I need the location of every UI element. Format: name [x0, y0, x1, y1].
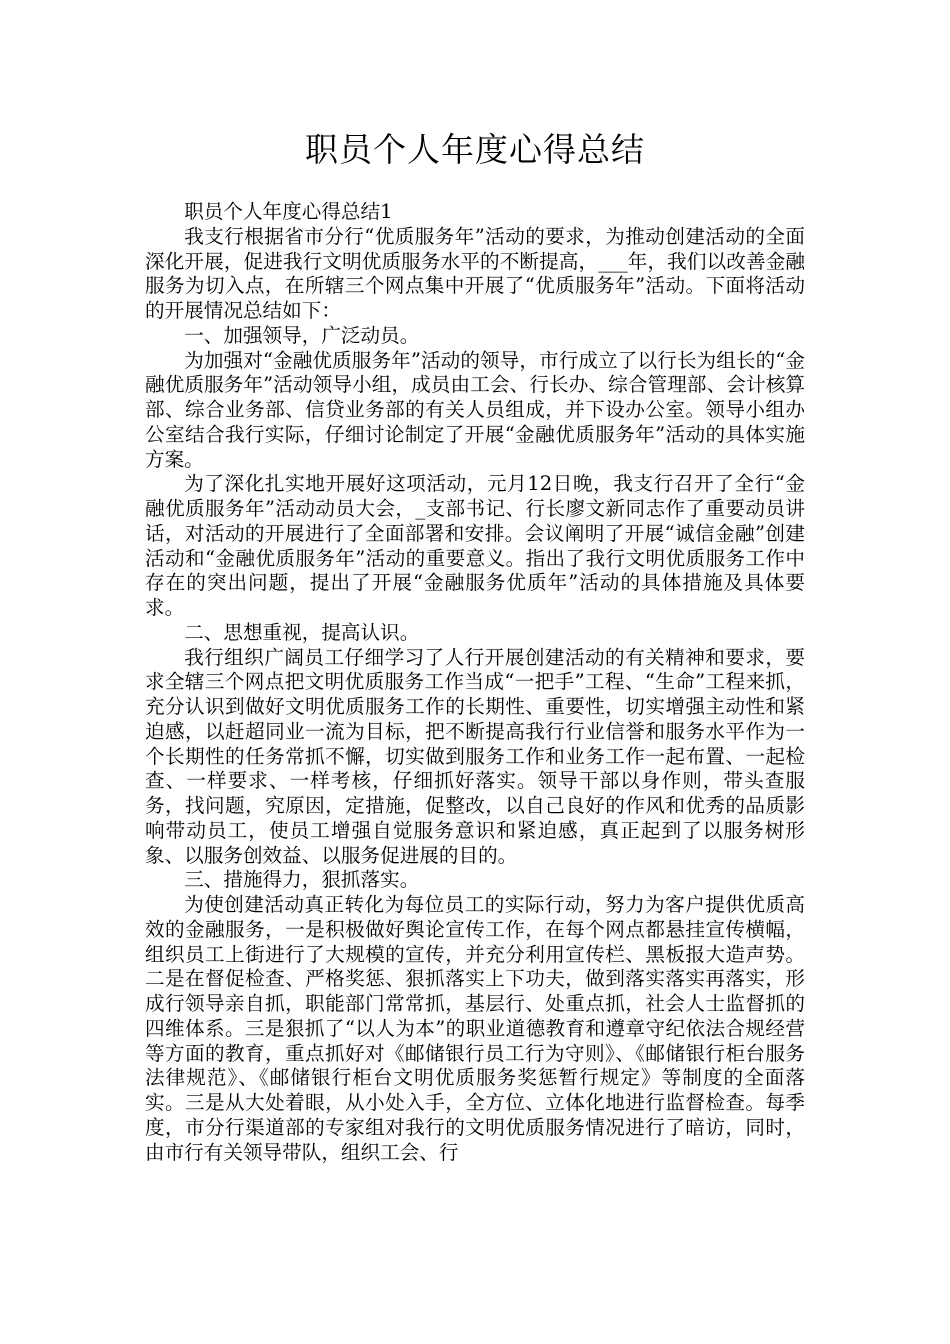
body-paragraph: 我行组织广阔员工仔细学习了人行开展创建活动的有关精神和要求，要求全辖三个网点把文明优质服务工作当成“一把手”工程、“生命”工程来抓，充分认识到做好文明优质服务工作的长期性、重要性，切实增强主动性和紧迫感，以赶超同业一流为目标，把不断提高我行行业信誉和服务水平作为一个长期性的任务常抓不懈，切实做到服务工作和业务工作一起布置、一起检查、一样要求、一样考核，仔细抓好落实。领导干部以身作则，带头查服务，找问题，究原因，定措施，促整改，以自己良好的作风和优秀的品质影响带动员工，使员工增强自觉服务意识和紧迫感，真正起到了以服务树形象、以服务创效益、以服务促进展的目的。: [145, 645, 805, 867]
section-heading: 三、措施得力，狠抓落实。: [184, 868, 420, 892]
section-heading: 二、思想重视，提高认识。: [184, 620, 420, 644]
section-subtitle: 职员个人年度心得总结1: [184, 200, 393, 223]
body-paragraph: 我支行根据省市分行“优质服务年”活动的要求，为推动创建活动的全面深化开展，促进我行文明优质服务水平的不断提高，___年，我们以改善金融服务为切入点，在所辖三个网点集中开展了“优质服务年”活动。下面将活动的开展情况总结如下：: [145, 224, 805, 322]
document-body: [145, 200, 805, 1165]
body-paragraph: 为了深化扎实地开展好这项活动，元月12日晚，我支行召开了全行“金融优质服务年”活动动员大会，_支部书记、行长廖文新同志作了重要动员讲话，对活动的开展进行了全面部署和安排。会议阐明了开展“诚信金融”创建活动和“金融优质服务年”活动的重要意义。指出了我行文明优质服务工作中存在的突出问题，提出了开展“金融服务优质年”活动的具体措施及具体要求。: [145, 472, 805, 619]
body-paragraph: 为使创建活动真正转化为每位员工的实际行动，努力为客户提供优质高效的金融服务，一是积极做好舆论宣传工作，在每个网点都悬挂宣传横幅，组织员工上街进行了大规模的宣传，并充分利用宣传栏、黑板报大造声势。二是在督促检查、严格奖惩、狠抓落实上下功夫，做到落实落实再落实，形成行领导亲自抓，职能部门常常抓，基层行、处重点抓，社会人士监督抓的四维体系。三是狠抓了“以人为本”的职业道德教育和遵章守纪依法合规经营等方面的教育，重点抓好对《邮储银行员工行为守则》、《邮储银行柜台服务法律规范》、《邮储银行柜台文明优质服务奖惩暂行规定》等制度的全面落实。三是从大处着眼，从小处入手，全方位、立体化地进行监督检查。每季度，市分行渠道部的专家组对我行的文明优质服务情况进行了暗访，同时，由市行有关领导带队，组织工会、行: [145, 893, 805, 1164]
section-heading: 一、加强领导，广泛动员。: [184, 323, 420, 347]
document-title: 职员个人年度心得总结: [305, 130, 645, 169]
body-paragraph: 为加强对“金融优质服务年”活动的领导，市行成立了以行长为组长的“金融优质服务年”活动领导小组，成员由工会、行长办、综合管理部、会计核算部、综合业务部、信贷业务部的有关人员组成，并下设办公室。领导小组办公室结合我行实际，仔细讨论制定了开展“金融优质服务年”活动的具体实施方案。: [145, 348, 805, 471]
